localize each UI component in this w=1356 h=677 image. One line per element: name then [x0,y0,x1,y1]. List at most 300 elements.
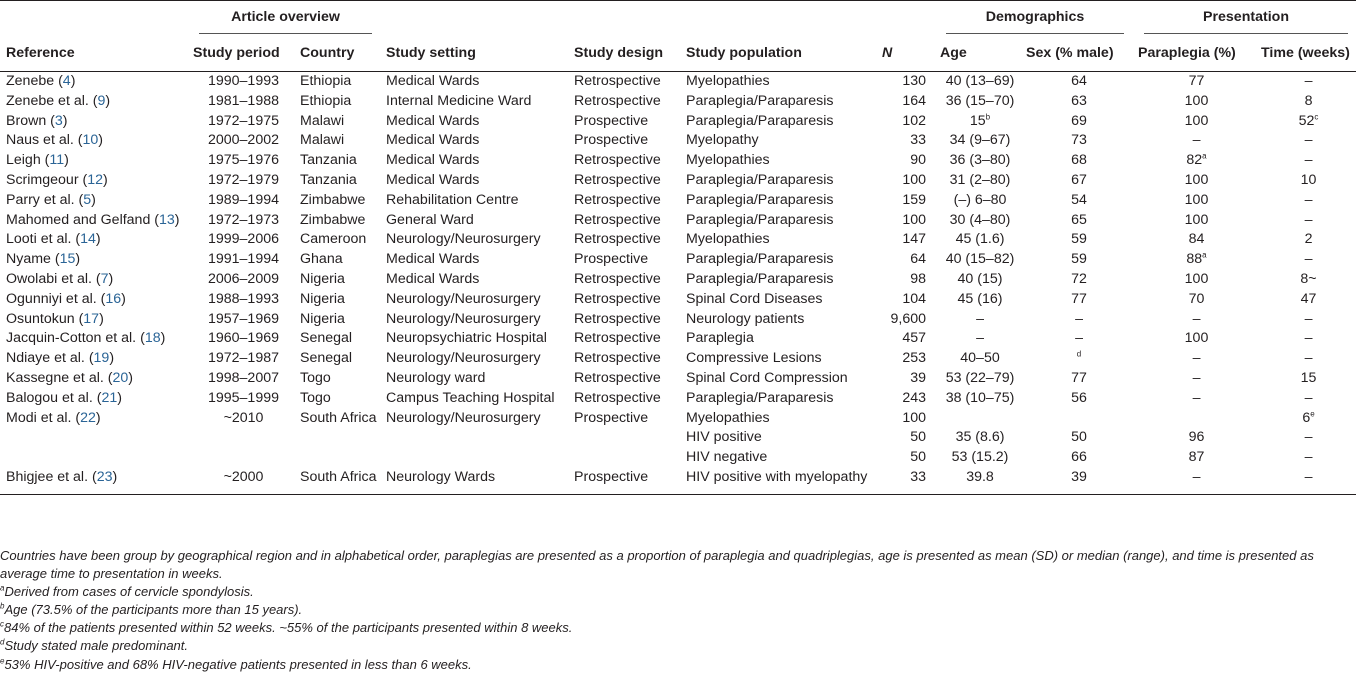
cell-reference: Owolabi et al. (7) [6,270,114,287]
study-period-text: 1972–1973 [207,211,279,228]
cell-study-design [568,72,680,92]
cell-country [294,92,380,112]
cell-n [876,112,934,132]
age-value: – [976,310,984,327]
age-value: 36 (3–80) [949,152,1011,169]
sex-footnote-mark: d [1076,349,1082,359]
cell-reference: Bhigjee et al. (23) [0,468,187,494]
cell-age [934,369,1020,389]
sex-value: 77 [1071,290,1087,307]
table-row [0,329,1356,349]
time-value: – [1304,389,1313,406]
study-design-text: Retrospective [574,369,661,386]
study-design-text: Retrospective [574,330,661,347]
reference-author: Mahomed and Gelfand [6,211,151,228]
cell-age [934,349,1020,369]
study-design-text: Retrospective [574,171,661,188]
study-design-text: Retrospective [574,389,661,406]
cell-study-period [187,329,294,349]
cell-study-period [187,191,294,211]
cell-study-population [680,191,876,211]
study-setting-text: General Ward [386,211,474,228]
cell-reference [0,428,187,448]
cell-time [1255,329,1356,349]
study-design-text: Prospective [574,251,649,268]
reference-author: Bhigjee et al. [6,468,89,485]
time-value: – [1304,468,1313,485]
cell-paraplegia [1132,329,1255,349]
cell-sex [1020,369,1132,389]
citation-link[interactable]: 3 [54,112,63,129]
table-row [0,409,1356,429]
age-footnote-mark: b [985,111,991,121]
citation-link[interactable]: 14 [80,231,96,248]
cell-sex [1020,270,1132,290]
cell-reference: Parry et al. (5) [6,191,96,208]
cell-sex [1020,349,1132,369]
country-text: Tanzania [300,152,357,169]
study-design-text: Prospective [574,409,649,426]
time-value: 8~ [1300,270,1317,287]
study-population-text: Spinal Cord Compression [686,369,848,386]
cell-study-setting [380,468,568,494]
time-value: – [1304,449,1313,466]
study-design-text: Retrospective [574,231,661,248]
column-header-row [0,37,1356,72]
age-value: 31 (2–80) [949,171,1011,188]
citation-link[interactable]: 18 [144,330,161,347]
paraplegia-value: 100 [1184,270,1209,287]
cell-reference: Zenebe et al. (9) [6,92,111,109]
reference-author: Zenebe [6,73,55,89]
cell-time [1255,270,1356,290]
citation-link[interactable]: 17 [83,310,100,327]
cell-reference: Mahomed and Gelfand (13) [6,211,180,228]
cell-age [934,92,1020,112]
country-text: South Africa [300,468,377,485]
cell-country [294,151,380,171]
cell-study-population [680,171,876,191]
cell-study-population [680,72,876,92]
time-value: – [1304,350,1313,367]
n-value: 164 [902,92,927,109]
country-text: Nigeria [300,270,345,287]
citation-link[interactable]: 4 [62,73,71,89]
study-population-text: Paraplegia/Paraparesis [686,191,834,208]
study-period-text: 1988–1993 [207,290,279,307]
cell-study-period [187,112,294,132]
cell-n [876,211,934,231]
cell-n [876,171,934,191]
cell-study-setting [380,448,568,468]
cell-study-design [568,171,680,191]
cell-country [294,369,380,389]
cell-age [934,151,1020,171]
country-text: Ethiopia [300,73,352,89]
sex-value: 72 [1071,270,1087,287]
age-value: 40 (15) [957,270,1003,287]
study-setting-text: Campus Teaching Hospital [386,389,555,406]
table-row [0,290,1356,310]
cell-paraplegia [1132,428,1255,448]
study-setting-text: Neurology/Neurosurgery [386,231,541,248]
cell-paraplegia [1132,211,1255,231]
study-period-text: 1957–1969 [207,310,279,327]
footnote-text: 84% of the patients presented within 52 weeks. ~55% of the participants presented within 8 weeks. [4,620,573,636]
col-study-design: Study design [568,37,680,72]
citation-link[interactable]: 5 [83,191,92,208]
cell-study-setting [380,349,568,369]
cell-age [934,468,1020,494]
age-value: 15 [969,112,986,129]
country-text: Cameroon [300,231,367,248]
age-value: 35 (8.6) [955,429,1005,446]
citation-link[interactable]: 21 [101,389,118,406]
cell-n [876,468,934,494]
cell-age [934,290,1020,310]
cell-study-design [568,349,680,369]
cell-country [294,310,380,330]
cell-sex [1020,310,1132,330]
study-period-text: 1990–1993 [207,73,279,89]
cell-time [1255,112,1356,132]
cell-age [934,171,1020,191]
study-population-text: HIV positive [686,429,762,446]
country-text: Zimbabwe [300,211,366,228]
table-row [0,92,1356,112]
cell-sex [1020,191,1132,211]
cell-study-population [680,270,876,290]
study-setting-text: Neurology Wards [386,468,496,485]
cell-study-setting [380,369,568,389]
study-setting-text: Medical Wards [386,132,480,149]
cell-study-setting [380,92,568,112]
study-period-text: 1972–1987 [207,350,279,367]
footnote-text: Study stated male predominant. [4,638,189,654]
cell-country [294,428,380,448]
cell-sex [1020,131,1132,151]
group-article-overview: Article overview [187,1,380,38]
study-setting-text: Medical Wards [386,251,480,268]
study-population-text: Paraplegia/Paraparesis [686,389,834,406]
cell-n [876,290,934,310]
paraplegia-value: – [1192,389,1201,406]
cell-study-design [568,428,680,448]
citation-link[interactable]: 23 [96,468,113,485]
col-country: Country [294,37,380,72]
cell-country [294,468,380,494]
study-period-text: 1972–1979 [207,171,279,188]
cell-age [934,270,1020,290]
n-value: 50 [910,429,927,446]
study-population-text: HIV negative [686,449,768,466]
country-text: Senegal [300,350,353,367]
cell-country [294,171,380,191]
cell-study-period [187,349,294,369]
study-setting-text: Neurology/Neurosurgery [386,409,541,426]
cell-reference: Modi et al. (22) [6,409,101,426]
study-design-text: Retrospective [574,92,661,109]
time-value: – [1304,251,1313,268]
footnote-text: Countries have been group by geographical region and in alphabetical order, paraplegias are presented as a proportion of paraplegia and quadriplegias, age is presented as mean (SD) or median (range), and time is presented as average time to presentation in weeks. [0,548,1314,582]
cell-country [294,290,380,310]
study-period-text: 1991–1994 [207,251,279,268]
cell-age [934,211,1020,231]
col-sex: Sex (% male) [1020,37,1132,72]
cell-paraplegia [1132,92,1255,112]
time-value: – [1304,152,1313,169]
country-text: Zimbabwe [300,191,366,208]
cell-study-design [568,329,680,349]
cell-paraplegia [1132,230,1255,250]
sex-value: 69 [1071,112,1087,129]
cell-n [876,270,934,290]
age-value: 53 (15.2) [951,449,1009,466]
cell-study-period [187,409,294,429]
table-body [0,72,1356,495]
footnote-mark: b [0,601,5,611]
n-value: 100 [902,171,927,188]
cell-time [1255,290,1356,310]
n-value: 98 [910,270,927,287]
study-setting-text: Neurology/Neurosurgery [386,310,541,327]
reference-author: Modi et al. [6,409,72,426]
cell-paraplegia [1132,171,1255,191]
citation-link[interactable]: 20 [112,369,129,386]
sex-value: 39 [1071,468,1087,485]
cell-reference: Ndiaye et al. (19) [6,350,115,367]
paraplegia-value: 100 [1184,191,1209,208]
cell-reference [0,448,187,468]
sex-value: 67 [1071,171,1087,188]
cell-sex [1020,389,1132,409]
group-presentation: Presentation [1132,1,1356,38]
country-text: Malawi [300,132,345,149]
cell-time [1255,92,1356,112]
col-reference: Reference [0,37,187,72]
sex-value: 59 [1071,251,1087,268]
cell-n [876,230,934,250]
cell-country [294,349,380,369]
citation-link[interactable]: 15 [59,251,76,268]
cell-study-period [187,72,294,92]
reference-author: Naus et al. [6,132,74,149]
citation-link[interactable]: 12 [87,171,103,188]
study-population-text: Spinal Cord Diseases [686,290,823,307]
cell-study-design [568,92,680,112]
cell-study-design [568,389,680,409]
n-value: 90 [910,152,927,169]
cell-n [876,191,934,211]
cell-study-setting [380,131,568,151]
time-value: 15 [1300,369,1317,386]
cell-sex [1020,448,1132,468]
cell-study-period [187,92,294,112]
paraplegia-value: – [1192,310,1201,327]
cell-time [1255,349,1356,369]
col-paraplegia: Paraplegia (%) [1132,37,1255,72]
cell-paraplegia [1132,270,1255,290]
cell-time [1255,369,1356,389]
cell-study-design [568,211,680,231]
cell-study-period [187,290,294,310]
paraplegia-value: 82 [1186,152,1203,169]
country-text: Nigeria [300,310,345,327]
cell-paraplegia [1132,310,1255,330]
col-study-setting: Study setting [380,37,568,72]
study-period-text: 1999–2006 [207,231,279,248]
cell-study-population [680,448,876,468]
footnote [0,601,1350,619]
paraplegia-value: 96 [1188,429,1205,446]
cell-study-design [568,131,680,151]
sex-value: – [1075,310,1083,327]
cell-age [934,72,1020,92]
table-row [0,428,1356,448]
sex-value: 66 [1071,449,1087,466]
age-value: 36 (15–70) [945,92,1015,109]
cell-study-design [568,310,680,330]
footnote-mark: d [0,638,5,648]
cell-n [876,131,934,151]
n-value: 104 [902,290,927,307]
cell-reference: Ogunniyi et al. (16) [6,290,126,307]
reference-author: Scrimgeour [6,171,79,188]
col-study-period: Study period [187,37,294,72]
paraplegia-value: – [1192,132,1201,149]
cell-sex [1020,468,1132,494]
n-value: 64 [910,251,927,268]
cell-reference: Zenebe (4) [6,73,76,89]
study-design-text: Prospective [574,468,649,485]
citation-link[interactable]: 22 [80,409,96,426]
age-value: 45 (16) [957,290,1003,307]
cell-study-population [680,428,876,448]
cell-study-setting [380,310,568,330]
study-design-text: Retrospective [574,350,661,367]
table-row [0,191,1356,211]
time-value: – [1304,429,1313,446]
cell-study-setting [380,211,568,231]
cell-age [934,250,1020,270]
n-value: 39 [910,369,927,386]
table-row [0,389,1356,409]
study-setting-text: Neurology/Neurosurgery [386,350,541,367]
cell-study-period [187,369,294,389]
paraplegia-footnote-mark: a [1202,151,1207,161]
reference-author: Looti et al. [6,231,72,248]
sex-value: 63 [1071,92,1087,109]
cell-study-design [568,250,680,270]
cell-study-design [568,151,680,171]
study-population-text: Paraplegia/Paraparesis [686,270,834,287]
table-row [0,211,1356,231]
col-time: Time (weeks) [1255,37,1356,72]
age-value: 39.8 [966,468,994,485]
cell-time [1255,171,1356,191]
cell-study-setting [380,72,568,92]
study-setting-text: Neurology/Neurosurgery [386,290,541,307]
study-period-text: 1981–1988 [207,92,279,109]
cell-time [1255,211,1356,231]
col-age: Age [934,37,1020,72]
citation-link[interactable]: 19 [93,350,110,367]
n-value: 33 [910,132,927,149]
cell-reference: Brown (3) [6,112,68,129]
footnote [0,547,1350,583]
time-value: 52 [1298,112,1315,129]
cell-n [876,448,934,468]
n-value: 9,600 [890,310,927,327]
n-value: 253 [902,350,927,367]
cell-n [876,250,934,270]
cell-study-population [680,211,876,231]
cell-study-setting [380,112,568,132]
cell-country [294,72,380,92]
time-value: 6 [1302,409,1311,426]
sex-value: 56 [1071,389,1087,406]
cell-country [294,112,380,132]
reference-author: Parry et al. [6,191,75,208]
cell-paraplegia [1132,409,1255,429]
cell-study-design [568,191,680,211]
cell-study-setting [380,151,568,171]
study-setting-text: Medical Wards [386,152,480,169]
cell-time [1255,389,1356,409]
citation-link[interactable]: 7 [100,270,109,287]
cell-study-population [680,250,876,270]
study-population-text: Myelopathies [686,152,770,169]
cell-sex [1020,171,1132,191]
reference-author: Leigh [6,152,41,169]
citation-link[interactable]: 10 [82,132,99,149]
cell-age [934,191,1020,211]
citation-link[interactable]: 11 [49,152,65,169]
table-row [0,448,1356,468]
reference-author: Jacquin-Cotton et al. [6,330,137,347]
citation-link[interactable]: 16 [105,290,122,307]
n-value: 50 [910,449,927,466]
cell-country [294,329,380,349]
cell-paraplegia [1132,191,1255,211]
cell-study-population [680,290,876,310]
country-text: Ethiopia [300,92,352,109]
study-population-text: Paraplegia/Paraparesis [686,251,834,268]
time-footnote-mark: c [1314,111,1319,121]
cell-time [1255,448,1356,468]
study-setting-text: Neuropsychiatric Hospital [386,330,547,347]
study-population-text: Neurology patients [686,310,805,327]
cell-study-population [680,409,876,429]
study-design-text: Retrospective [574,73,661,89]
citation-link[interactable]: 9 [97,92,106,109]
cell-country [294,131,380,151]
group-demographics: Demographics [934,1,1132,38]
cell-study-period [187,230,294,250]
time-value: – [1304,191,1313,208]
citation-link[interactable]: 13 [159,211,175,228]
paraplegia-value: – [1192,369,1201,386]
sex-value: 68 [1071,152,1087,169]
country-text: Malawi [300,112,345,129]
study-period-text: 1998–2007 [207,369,279,386]
paraplegia-value: – [1192,350,1201,367]
age-value: – [976,330,984,347]
cell-study-setting [380,250,568,270]
sex-value: 73 [1071,132,1087,149]
table-row [0,230,1356,250]
table-row [0,72,1356,92]
